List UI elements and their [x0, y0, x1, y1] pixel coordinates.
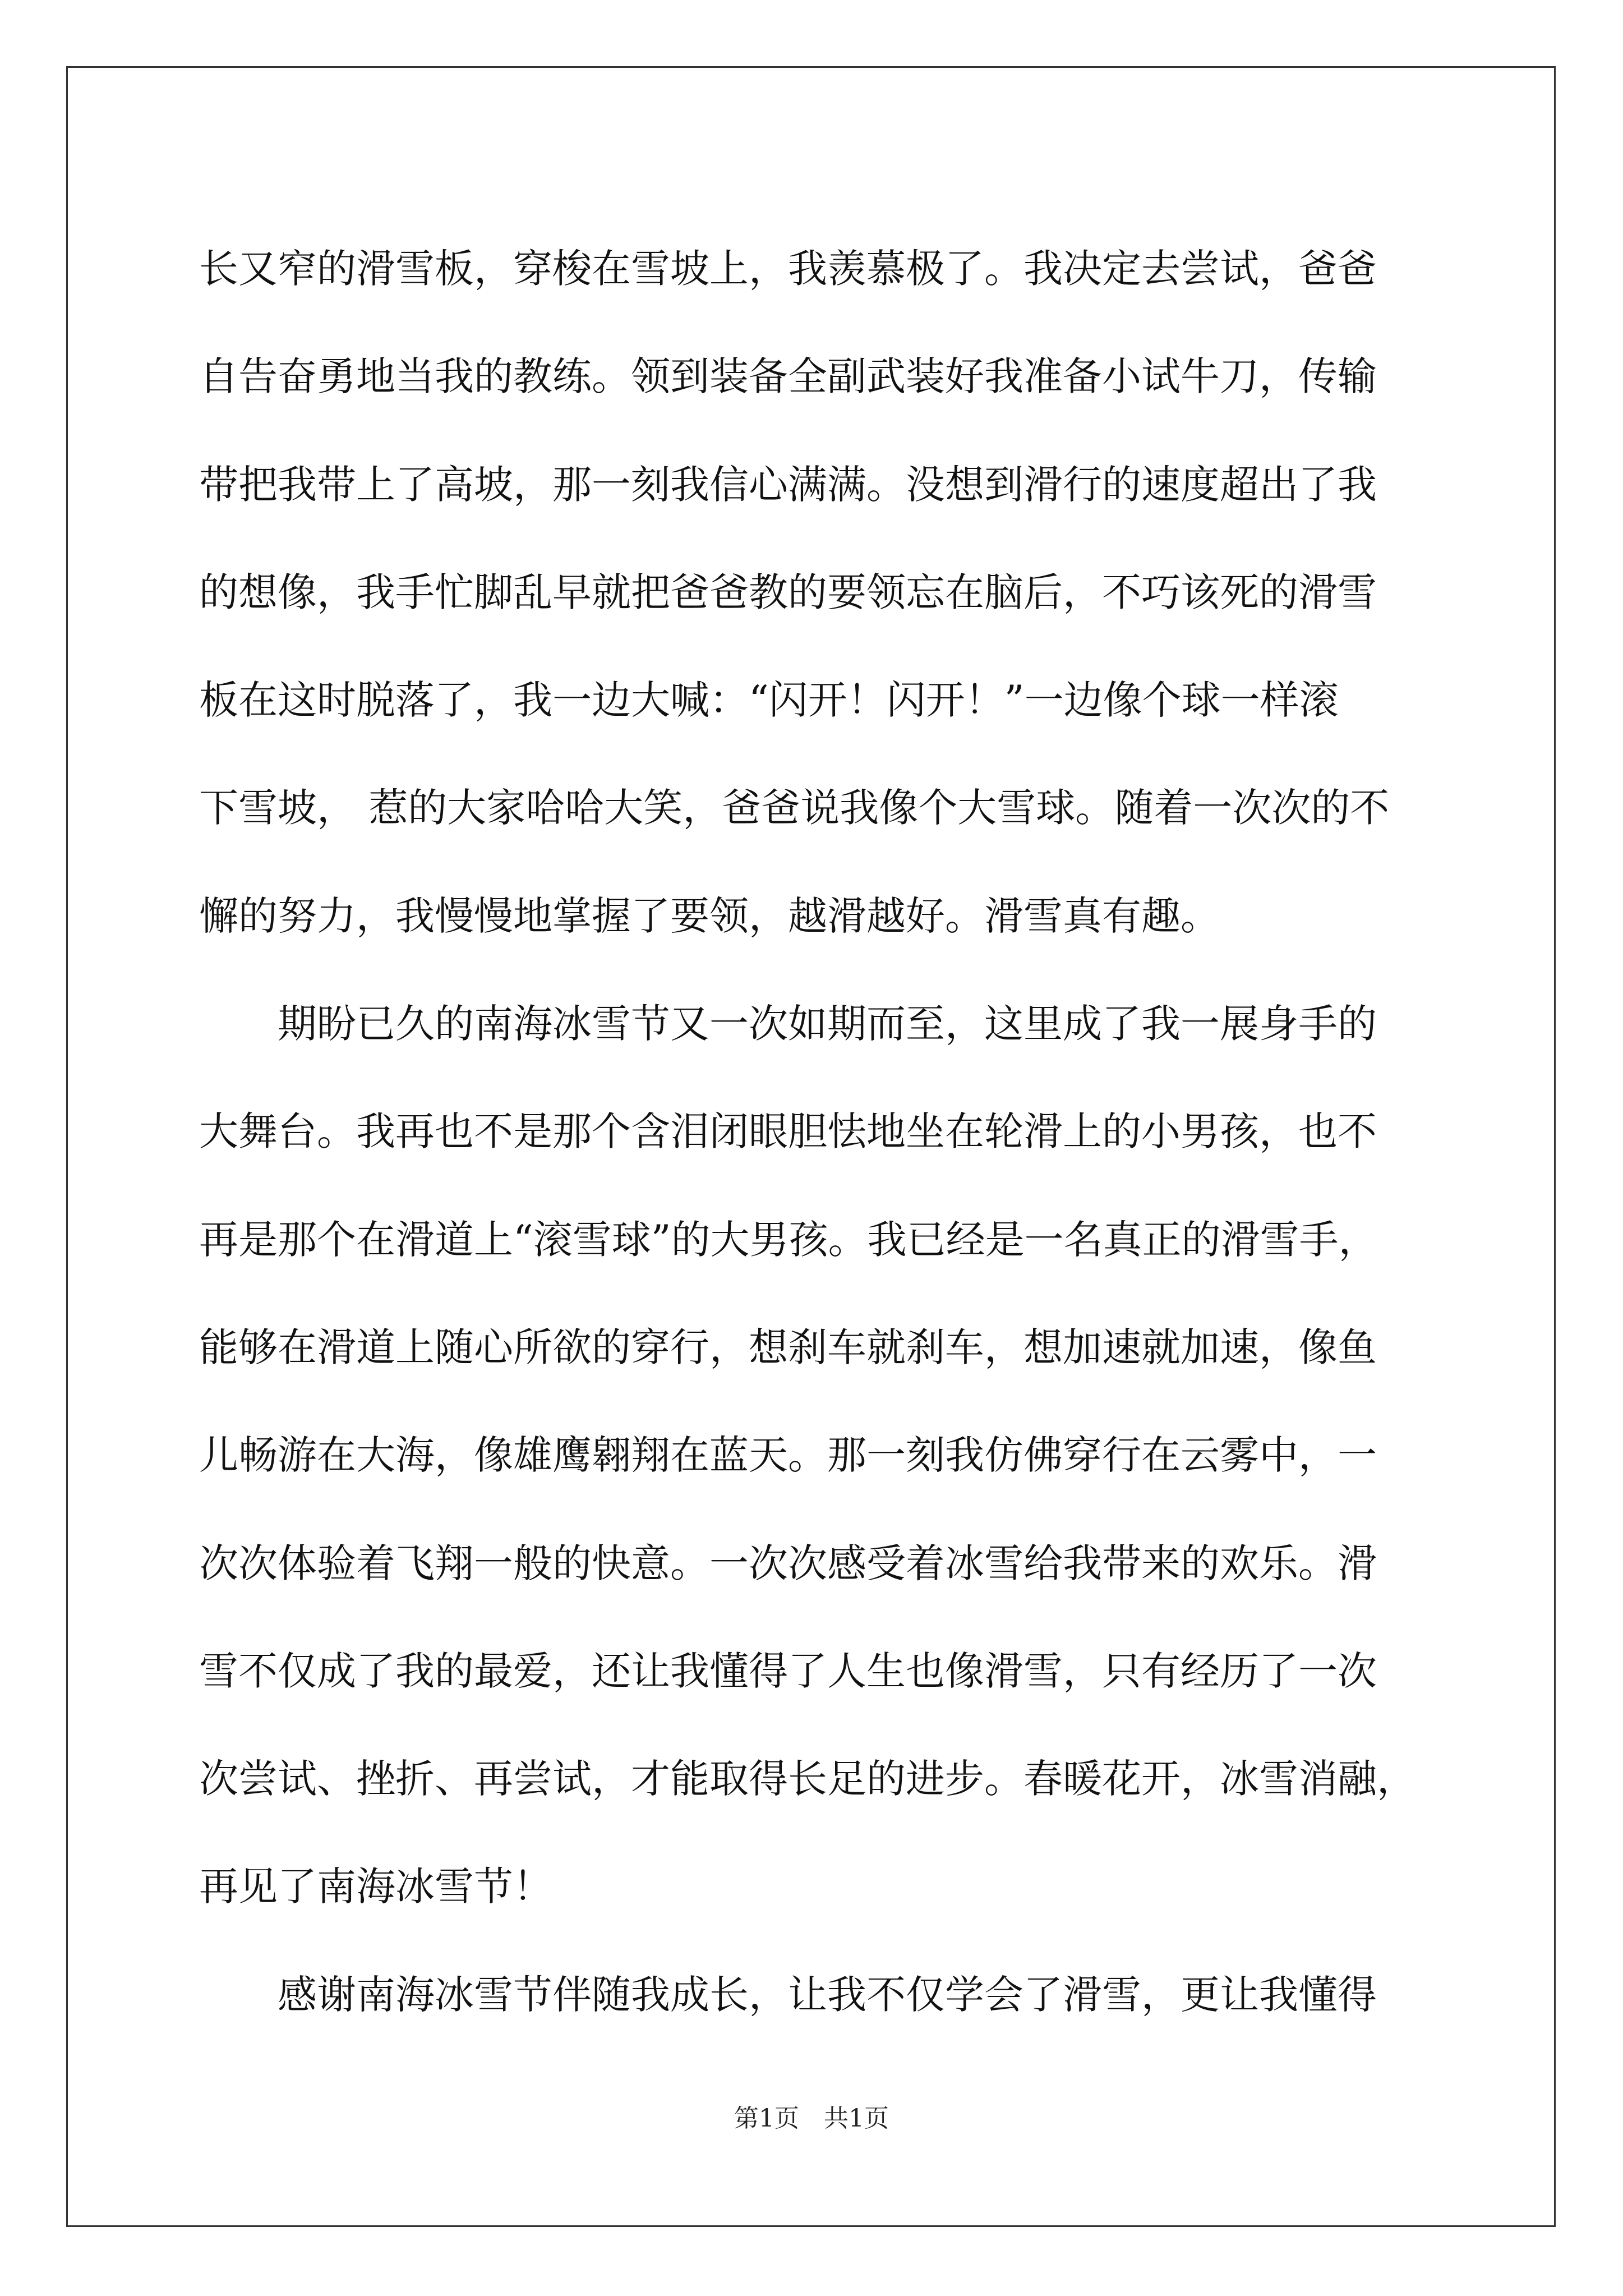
text-line: 能够在滑道上随心所欲的穿行，想刹车就刹车，想加速就加速，像鱼: [199, 1324, 1377, 1370]
text-line: 雪不仅成了我的最爱，还让我懂得了人生也像滑雪，只有经历了一次: [199, 1648, 1377, 1694]
text-line: 下雪坡， 惹的大家哈哈大笑，爸爸说我像个大雪球。随着一次次的不: [199, 785, 1390, 831]
text-line: 长又窄的滑雪板，穿梭在雪坡上，我羡慕极了。我决定去尝试，爸爸: [199, 246, 1377, 292]
text-line: 大舞台。我再也不是那个含泪闭眼胆怯地坐在轮滑上的小男孩，也不: [199, 1108, 1377, 1155]
text-line: 板在这时脱落了，我一边大喊：“闪开！闪开！”一边像个球一样滚: [199, 677, 1339, 724]
text-line: 懈的努力，我慢慢地掌握了要领，越滑越好。滑雪真有趣。: [199, 892, 1220, 939]
text-line: 再见了南海冰雪节！: [199, 1864, 552, 1910]
text-line: 次次体验着飞翔一般的快意。一次次感受着冰雪给我带来的欢乐。滑: [199, 1540, 1377, 1586]
text-line: 带把我带上了高坡，那一刻我信心满满。没想到滑行的速度超出了我: [199, 461, 1377, 508]
text-line: 儿畅游在大海，像雄鹰翱翔在蓝天。那一刻我仿佛穿行在云雾中，一: [199, 1432, 1377, 1479]
text-line: 的想像，我手忙脚乱早就把爸爸教的要领忘在脑后，不巧该死的滑雪: [199, 569, 1377, 615]
text-line: 自告奋勇地当我的教练。领到装备全副武装好我准备小试牛刀，传输: [199, 353, 1377, 400]
text-line: 再是那个在滑道上“滚雪球”的大男孩。我已经是一名真正的滑雪手，: [199, 1216, 1378, 1263]
text-line: 次尝试、挫折、再尝试，才能取得长足的进步。春暖花开，冰雪消融，: [199, 1756, 1416, 1802]
document-body: [199, 215, 1427, 2049]
page-footer: 第1页 共1页: [734, 2104, 889, 2133]
text-line: 感谢南海冰雪节伴随我成长，让我不仅学会了滑雪，更让我懂得: [199, 1971, 1377, 2018]
text-line: 期盼已久的南海冰雪节又一次如期而至，这里成了我一展身手的: [199, 1001, 1377, 1047]
